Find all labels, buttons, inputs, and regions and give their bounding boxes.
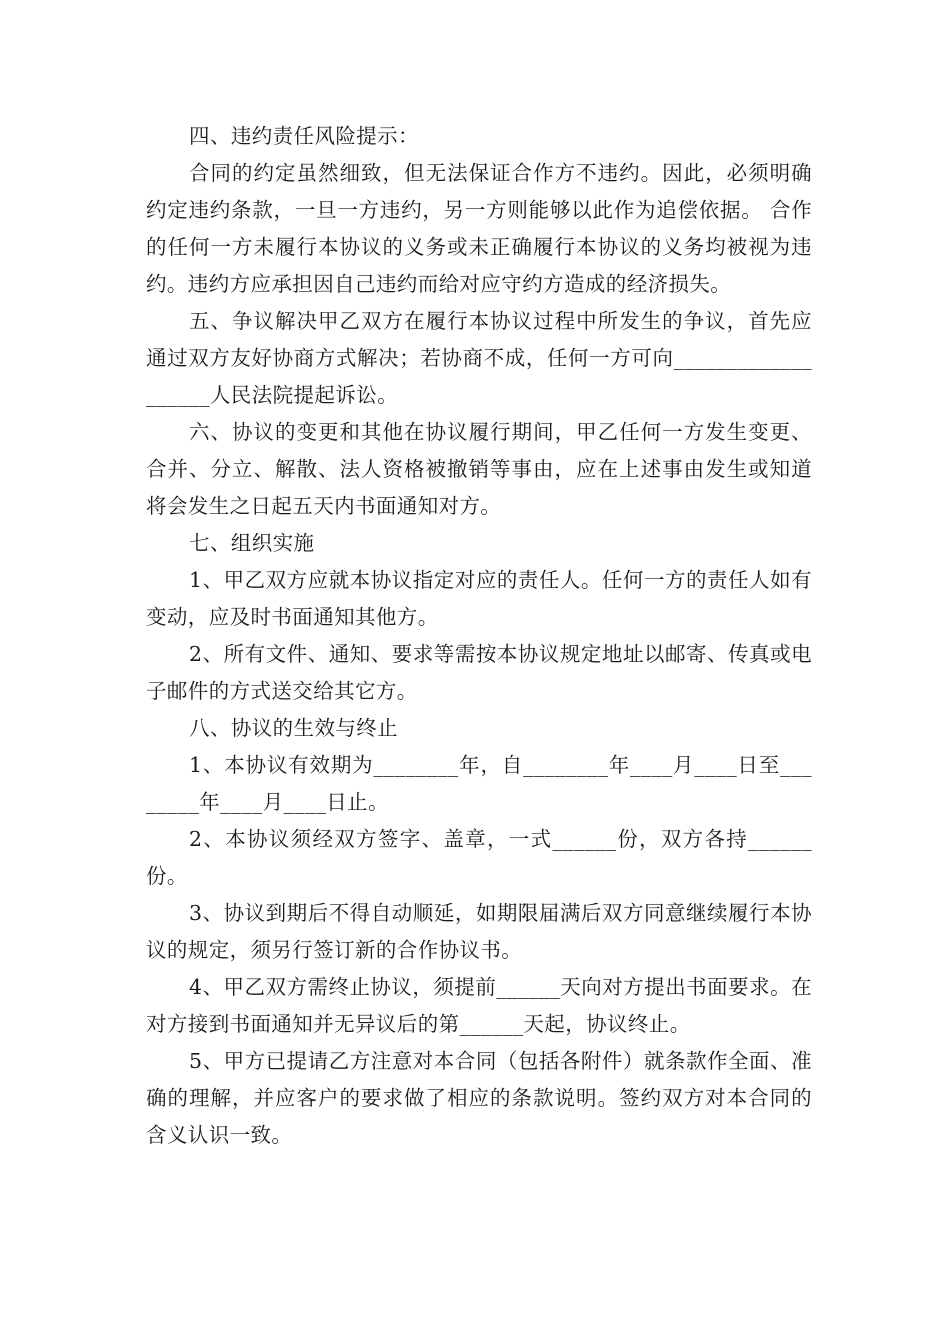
paragraph-breach-explanation: 合同的约定虽然细致，但无法保证合作方不违约。因此，必须明确约定违约条款，一旦一方违约，另一方则能够以此作为追偿依据。 合作的任何一方未履行本协议的义务或未正确履行本协议的义务均被视为违约。违约方应承担因自己违约而给对应守约方造成的经济损失。 <box>146 161 812 296</box>
paragraph-term-5: 5、甲方已提请乙方注意对本合同（包括各附件）就条款作全面、准确的理解，并应客户的要求做了相应的条款说明。签约双方对本合同的含义认识一致。 <box>146 1049 812 1147</box>
section-heading-effect-termination: 八、协议的生效与终止 <box>189 716 399 740</box>
section-heading-implementation: 七、组织实施 <box>189 531 315 555</box>
paragraph-term-4: 4、甲乙双方需终止协议，须提前______天向对方提出书面要求。在对方接到书面通知并无异议后的第______天起，协议终止。 <box>146 975 812 1036</box>
paragraph-implementation-2: 2、所有文件、通知、要求等需按本协议规定地址以邮寄、传真或电子邮件的方式送交给其它方。 <box>146 642 812 703</box>
paragraph-implementation-1: 1、甲乙双方应就本协议指定对应的责任人。任何一方的责任人如有变动，应及时书面通知其他方。 <box>146 568 812 629</box>
document-body <box>146 118 812 1154</box>
paragraph-dispute-resolution: 五、争议解决甲乙双方在履行本协议过程中所发生的争议，首先应通过双方友好协商方式解决；若协商不成，任何一方可向___________________人民法院提起诉讼。 <box>146 309 812 407</box>
paragraph-agreement-changes: 六、协议的变更和其他在协议履行期间，甲乙任何一方发生变更、合并、分立、解散、法人资格被撤销等事由，应在上述事由发生或知道将会发生之日起五天内书面通知对方。 <box>146 420 812 518</box>
paragraph-term-2: 2、本协议须经双方签字、盖章，一式______份，双方各持______份。 <box>146 827 812 888</box>
paragraph-term-1: 1、本协议有效期为________年，自________年____月____日至________年____月____日止。 <box>146 753 812 814</box>
section-heading-breach-risk: 四、违约责任风险提示： <box>189 124 419 148</box>
paragraph-term-3: 3、协议到期后不得自动顺延，如期限届满后双方同意继续履行本协议的规定，须另行签订新的合作协议书。 <box>146 901 812 962</box>
